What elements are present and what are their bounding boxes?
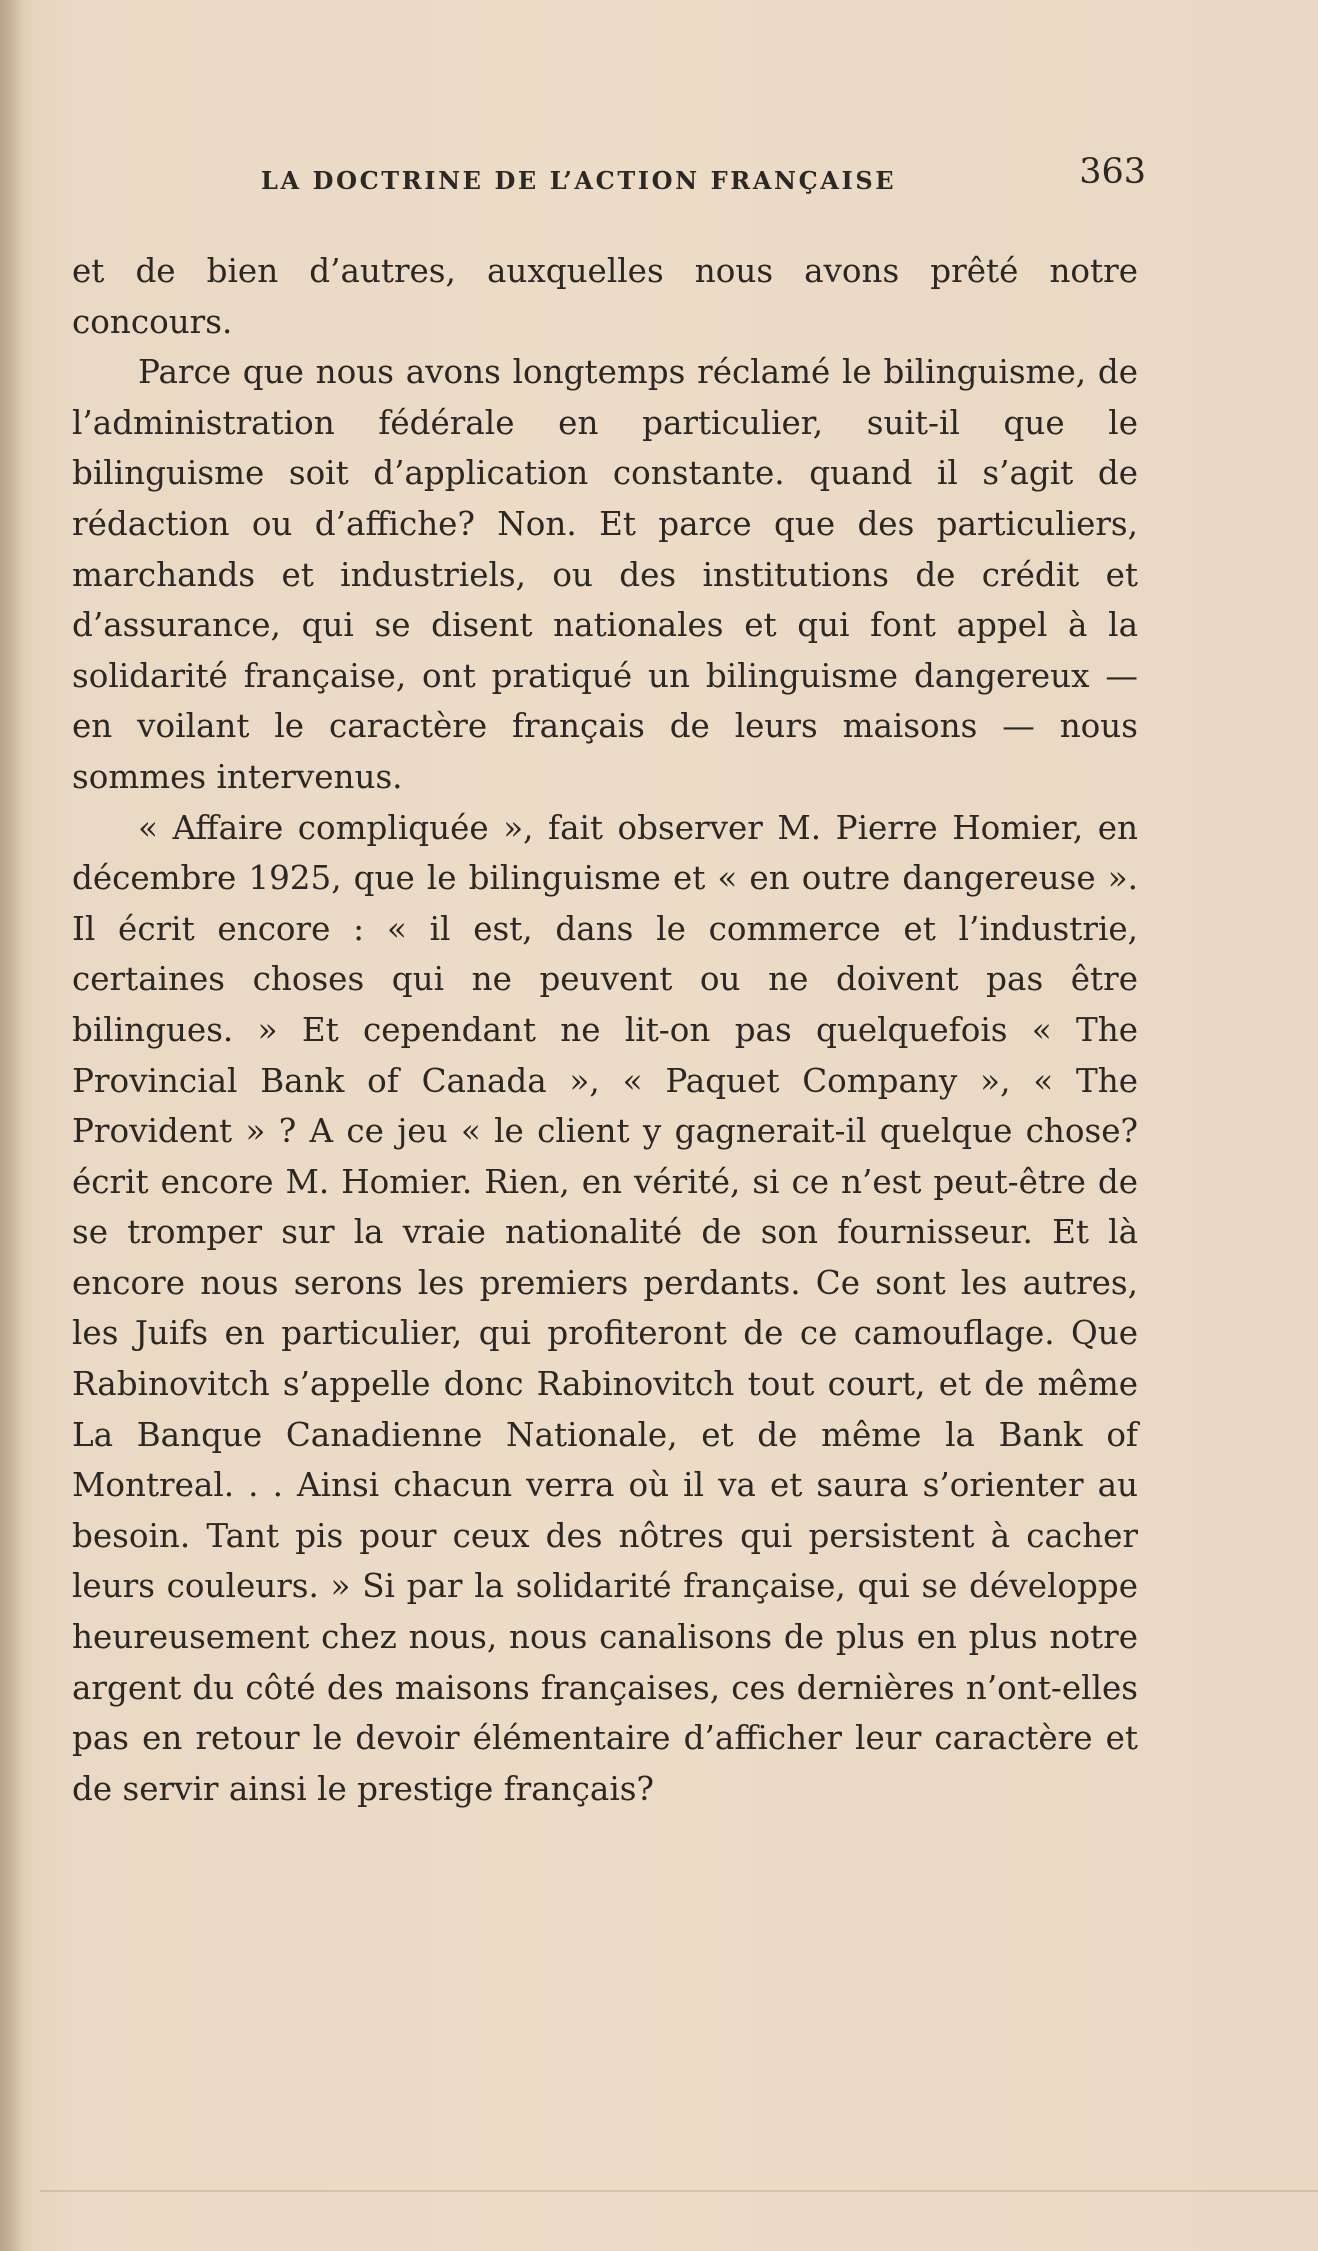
paragraph-homier-quote: « Affaire compliquée », fait observer M. Pierre Homier, en décembre 1925, que le bilinguisme et « en outre dangereuse ». Il écrit encore : « il est, dans le commerce et l’industrie, certaines choses qui ne peuvent ou ne doivent pas être bilingues. » Et cependant ne lit-on pas quelquefois « The Provincial Bank of Canada », « Paquet Company », « The Provident » ? A ce jeu « le client y gagnerait-il quelque chose? écrit encore M. Homier. Rien, en vérité, si ce n’est peut-être de se tromper sur la vraie nationalité de son fournisseur. Et là encore nous serons les premiers perdants. Ce sont les autres, les Juifs en particulier, qui profiteront de ce camouflage. Que Rabinovitch s’appelle donc Rabinovitch tout court, et de même La Banque Canadienne Nationale, et de même la Bank of Montreal. . . Ainsi chacun verra où il va et saura s’orienter au besoin. Tant pis pour ceux des nôtres qui persistent à cacher leurs couleurs. » Si par la solidarité française, qui se développe heureusement chez nous, nous canalisons de plus en plus notre argent du côté des maisons françaises, ces dernières n’ont-elles pas en retour le devoir élémentaire d’afficher leur caractère et de servir ainsi le prestige français? (72, 808, 1138, 1808)
page-number: 363 (1079, 152, 1146, 192)
running-title: LA DOCTRINE DE L’ACTION FRANÇAISE (261, 166, 897, 195)
page-bottom-edge (40, 2190, 1318, 2192)
body-text (72, 246, 1138, 1814)
paragraph-continuation: et de bien d’autres, auxquelles nous avons prêté notre concours. (72, 252, 1138, 341)
page-header (70, 150, 1146, 200)
page-gutter-shadow (0, 0, 22, 2251)
paragraph-bilinguisme: Parce que nous avons longtemps réclamé le bilinguisme, de l’administration fédérale en particulier, suit-il que le bilinguisme soit d’application constante. quand il s’agit de rédaction ou d’affiche? Non. Et parce que des particuliers, marchands et industriels, ou des institutions de crédit et d’assurance, qui se disent nationales et qui font appel à la solidarité française, ont pratiqué un bilinguisme dangereux — en voilant le caractère français de leurs maisons — nous sommes intervenus. (72, 353, 1138, 796)
